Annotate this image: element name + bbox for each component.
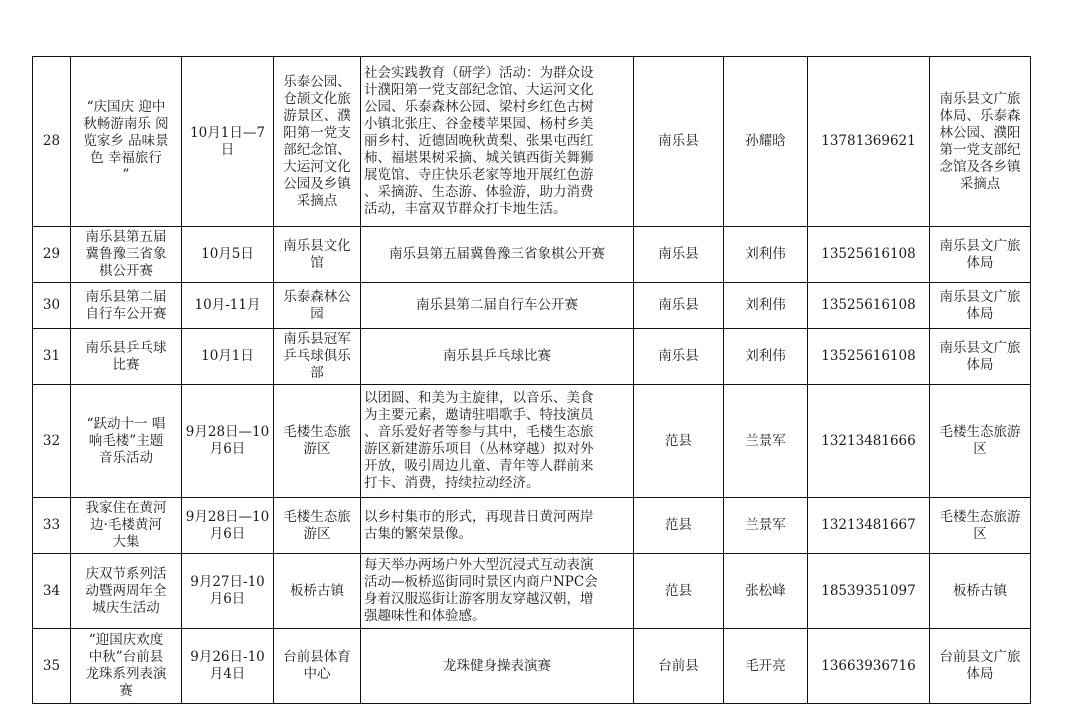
contact-phone: 13525616108	[821, 297, 916, 313]
activity-place-cell	[274, 227, 361, 283]
activity-place-cell	[274, 498, 361, 554]
organizer-cell	[930, 329, 1031, 385]
organizer: 台前县文广旅 体局	[939, 649, 1021, 682]
activity-content-cell	[361, 283, 634, 329]
activity-content-cell	[361, 329, 634, 385]
activity-content: 社会实践教育（研学）活动：为群众设 计濮阳第一党支部纪念馆、大运河文化 公园、乐泰森林公园、梁村乡红色古树 小镇北张庄、谷金楼苹果园、杨村乡美 丽乡村、近德固晚秋黄梨、张果屯西红 柿、福堪果树采摘、城关镇西街关舞狮 展览馆、寺庄快乐老家等地开展红色游 、采摘游、生态游、体验游，助力消费 活动，丰富双节群众打卡地生活。	[364, 65, 594, 217]
row-number: 35	[42, 657, 61, 674]
activity-name: 南乐县第五届 冀鲁豫三省象 棋公开赛	[85, 229, 167, 279]
activity-table	[32, 56, 1031, 704]
county: 范县	[665, 582, 692, 599]
table-row	[33, 629, 1031, 704]
contact-person-cell	[724, 629, 808, 704]
row-number-cell	[33, 227, 71, 283]
activity-date-cell	[182, 385, 274, 498]
contact-phone-cell	[808, 227, 930, 283]
activity-content: 南乐县乒乓球比赛	[443, 348, 551, 364]
activity-place: 南乐县文化 馆	[283, 237, 351, 271]
contact-person-cell	[724, 283, 808, 329]
table-row	[33, 498, 1031, 554]
county-cell	[634, 57, 724, 227]
activity-name-cell	[71, 227, 182, 283]
county-cell	[634, 385, 724, 498]
activity-date-cell	[182, 57, 274, 227]
activity-content: 每天举办两场户外大型沉浸式互动表演 活动—板桥巡街同时景区内商户NPC会 身着汉服巡街让游客朋友穿越汉朝，增 强趣味性和体验感。	[364, 557, 598, 624]
contact-phone: 13525616108	[821, 246, 916, 262]
activity-date-cell	[182, 283, 274, 329]
row-number-cell	[33, 329, 71, 385]
organizer-cell	[930, 629, 1031, 704]
row-number: 30	[42, 297, 61, 313]
row-number-cell	[33, 385, 71, 498]
activity-name-cell	[71, 329, 182, 385]
activity-name: 我家住在黄河 边·毛楼黄河 大集	[85, 500, 167, 550]
activity-date: 9月27日-10 月6日	[190, 574, 265, 607]
county: 南乐县	[658, 297, 699, 313]
activity-date-cell	[182, 498, 274, 554]
table-row	[33, 329, 1031, 385]
contact-person-cell	[724, 554, 808, 629]
activity-name: 庆双节系列活 动暨两周年全 城庆生活动	[85, 565, 167, 616]
activity-place-cell	[274, 57, 361, 227]
organizer: 毛楼生态旅游 区	[939, 508, 1021, 542]
county: 台前县	[658, 657, 699, 674]
activity-place: 台前县体育 中心	[283, 649, 351, 682]
contact-person: 兰景军	[745, 432, 786, 449]
county: 南乐县	[658, 133, 699, 149]
contact-person: 刘利伟	[745, 297, 786, 313]
county-cell	[634, 554, 724, 629]
activity-date: 10月1日	[201, 348, 254, 364]
activity-place: 毛楼生态旅 游区	[283, 508, 351, 542]
row-number: 34	[42, 582, 61, 599]
activity-content-cell	[361, 57, 634, 227]
activity-name-cell	[71, 57, 182, 227]
activity-date: 10月-11月	[194, 297, 261, 313]
row-number: 28	[42, 133, 61, 149]
activity-place-cell	[274, 385, 361, 498]
table-row	[33, 227, 1031, 283]
activity-content-cell	[361, 498, 634, 554]
row-number-cell	[33, 498, 71, 554]
activity-place: 乐泰公园、 仓颉文化旅 游景区、濮 阳第一党支 部纪念馆、 大运河文化 公园及乡镇 采摘点	[283, 73, 351, 209]
county: 南乐县	[658, 348, 699, 364]
activity-content: 南乐县第二届自行车公开赛	[416, 297, 578, 313]
county: 范县	[665, 517, 692, 533]
county-cell	[634, 498, 724, 554]
activity-name: “庆国庆 迎中 秋畅游南乐 阅 览家乡 品味景 色 幸福旅行 ”	[83, 99, 169, 183]
activity-place: 板桥古镇	[290, 582, 344, 599]
contact-person: 兰景军	[745, 517, 786, 533]
organizer: 南乐县文广旅 体局、乐泰森 林公园、濮阳 第一党支部纪 念馆及各乡镇 采摘点	[939, 90, 1021, 192]
organizer: 南乐县文广旅 体局	[939, 339, 1021, 373]
activity-place-cell	[274, 329, 361, 385]
row-number: 33	[42, 517, 61, 533]
activity-content-cell	[361, 385, 634, 498]
activity-content-cell	[361, 554, 634, 629]
contact-person: 张松峰	[745, 582, 786, 599]
table-row	[33, 57, 1031, 227]
table-row	[33, 554, 1031, 629]
contact-phone: 18539351097	[821, 582, 916, 599]
activity-name: 南乐县第二届 自行车公开赛	[85, 288, 167, 322]
contact-phone: 13213481666	[821, 432, 916, 449]
contact-phone-cell	[808, 629, 930, 704]
row-number-cell	[33, 554, 71, 629]
organizer: 南乐县文广旅 体局	[939, 237, 1021, 271]
row-number-cell	[33, 283, 71, 329]
activity-date: 10月5日	[201, 246, 254, 262]
contact-phone: 13663936716	[821, 657, 916, 674]
contact-person-cell	[724, 329, 808, 385]
organizer-cell	[930, 385, 1031, 498]
activity-place-cell	[274, 283, 361, 329]
activity-content-cell	[361, 227, 634, 283]
activity-content: 南乐县第五届冀鲁豫三省象棋公开赛	[389, 246, 605, 262]
organizer: 南乐县文广旅 体局	[939, 288, 1021, 322]
activity-name-cell	[71, 385, 182, 498]
activity-date-cell	[182, 629, 274, 704]
contact-phone-cell	[808, 57, 930, 227]
activity-date: 9月28日—10 月6日	[185, 508, 270, 542]
activity-place-cell	[274, 554, 361, 629]
county: 南乐县	[658, 246, 699, 262]
organizer-cell	[930, 283, 1031, 329]
contact-phone: 13213481667	[821, 517, 916, 533]
activity-name-cell	[71, 629, 182, 704]
activity-content: 以乡村集市的形式，再现昔日黄河两岸 古集的繁荣景像。	[364, 508, 594, 542]
contact-phone-cell	[808, 385, 930, 498]
table-row	[33, 385, 1031, 498]
contact-phone-cell	[808, 554, 930, 629]
contact-person-cell	[724, 57, 808, 227]
county-cell	[634, 629, 724, 704]
contact-phone: 13781369621	[821, 133, 916, 149]
contact-phone-cell	[808, 283, 930, 329]
activity-content: 以团圆、和美为主旋律，以音乐、美食 为主要元素，邀请驻唱歌手、特技演员 、音乐爱好者等参与其中，毛楼生态旅 游区新建游乐项目（丛林穿越）拟对外 开放，吸引周边儿童、青年等人群前来 打卡、消费，持续拉动经济。	[364, 390, 594, 491]
organizer: 毛楼生态旅游 区	[939, 424, 1021, 457]
organizer-cell	[930, 554, 1031, 629]
activity-name: “跃动十一 唱 响毛楼”主题 音乐活动	[86, 415, 166, 466]
county-cell	[634, 329, 724, 385]
contact-phone-cell	[808, 329, 930, 385]
activity-name-cell	[71, 554, 182, 629]
activity-name-cell	[71, 498, 182, 554]
activity-place-cell	[274, 629, 361, 704]
activity-date: 9月26日-10 月4日	[190, 649, 265, 682]
activity-place: 南乐县冠军 乒乓球俱乐 部	[283, 331, 351, 381]
organizer: 板桥古镇	[953, 582, 1007, 599]
organizer-cell	[930, 498, 1031, 554]
activity-name: “迎国庆欢度 中秋”台前县 龙珠系列表演 赛	[85, 632, 167, 699]
activity-name-cell	[71, 283, 182, 329]
table-row	[33, 283, 1031, 329]
activity-place: 乐泰森林公 园	[283, 288, 351, 322]
contact-person: 刘利伟	[745, 348, 786, 364]
organizer-cell	[930, 227, 1031, 283]
activity-content: 龙珠健身操表演赛	[443, 657, 551, 674]
activity-place: 毛楼生态旅 游区	[283, 424, 351, 457]
activity-name: 南乐县乒乓球 比赛	[85, 339, 167, 373]
contact-person-cell	[724, 227, 808, 283]
table-body	[33, 57, 1031, 704]
organizer-cell	[930, 57, 1031, 227]
contact-person: 孙耀晗	[745, 133, 786, 149]
row-number-cell	[33, 57, 71, 227]
county-cell	[634, 283, 724, 329]
contact-person-cell	[724, 498, 808, 554]
activity-date-cell	[182, 554, 274, 629]
contact-phone: 13525616108	[821, 348, 916, 364]
activity-date-cell	[182, 329, 274, 385]
row-number: 31	[42, 348, 61, 364]
row-number: 32	[42, 432, 61, 449]
contact-person-cell	[724, 385, 808, 498]
activity-date: 10月1日—7 日	[190, 124, 265, 158]
contact-person: 刘利伟	[745, 246, 786, 262]
activity-date: 9月28日—10 月6日	[185, 424, 270, 457]
county-cell	[634, 227, 724, 283]
activity-content-cell	[361, 629, 634, 704]
contact-phone-cell	[808, 498, 930, 554]
county: 范县	[665, 432, 692, 449]
activity-date-cell	[182, 227, 274, 283]
contact-person: 毛开亮	[745, 657, 786, 674]
row-number: 29	[42, 246, 61, 262]
row-number-cell	[33, 629, 71, 704]
